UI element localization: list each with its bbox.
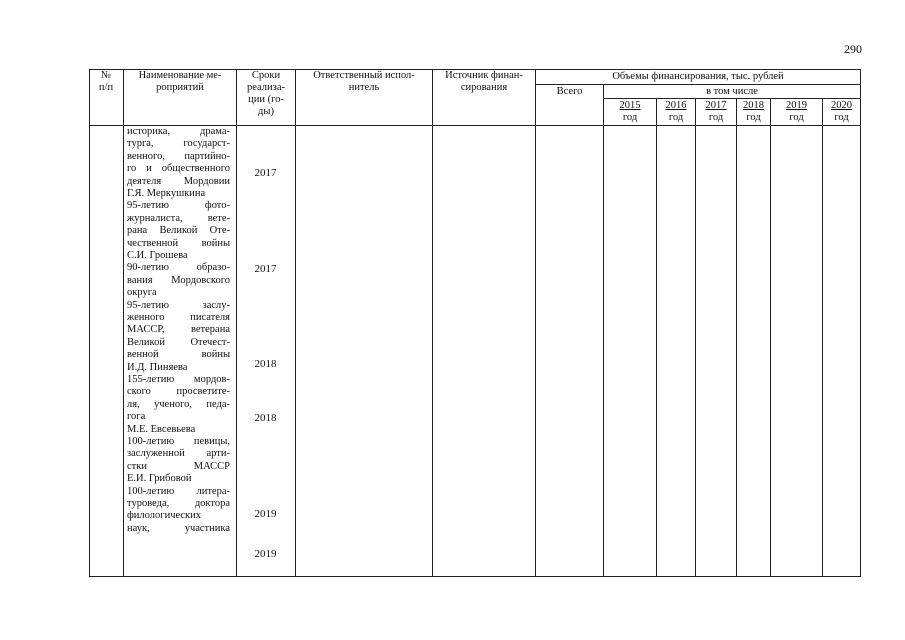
event-text-line: венного, партийно-	[127, 150, 230, 162]
event-text-line: ского просветите-	[127, 386, 230, 398]
year-value: 2020	[831, 100, 852, 111]
year-2020-header	[823, 100, 860, 124]
event-text-line: гога	[127, 411, 146, 423]
event-text-line: филологических	[127, 510, 202, 522]
event-text-line: журналиста, вете-	[127, 212, 230, 224]
event-text-line: 100-летию певицы,	[127, 436, 230, 447]
year-value: 2019	[786, 100, 807, 111]
header-source: Источник финан- сирования	[445, 70, 523, 93]
event-text-line: М.Е. Евсевьева	[127, 423, 196, 435]
header-volumes: Объемы финансирования, тыс. рублей	[612, 71, 784, 82]
year-2016-header	[657, 100, 695, 124]
column-divider	[603, 84, 604, 577]
column-divider	[822, 98, 823, 577]
event-text-line: округа	[127, 287, 157, 299]
column-divider	[89, 69, 90, 577]
event-text-line: женного писателя	[127, 312, 230, 323]
event-text-line: турга, государст-	[127, 138, 230, 150]
year-2015-header	[604, 100, 656, 124]
year-unit: год	[789, 112, 804, 123]
event-text-line: Г.Я. Меркушкина	[127, 188, 206, 199]
event-text-line: чественной войны	[127, 237, 230, 249]
column-divider	[295, 69, 296, 577]
term-value: 2017	[254, 263, 277, 275]
event-text-line: 90-летию образо-	[127, 262, 230, 274]
header-executor: Ответственный испол- нитель	[313, 70, 415, 93]
year-unit: год	[668, 112, 684, 123]
event-text-line: 95-летию фото-	[127, 200, 230, 212]
header-name: Наименование ме- роприятий	[138, 70, 222, 93]
event-text-line: С.И. Грошева	[127, 250, 188, 261]
year-2017-header	[696, 100, 736, 124]
term-value: 2017	[254, 167, 277, 179]
column-divider	[770, 98, 771, 577]
column-divider	[656, 98, 657, 577]
event-text-line: го и общественного	[127, 163, 230, 175]
event-text-line: стки МАССР	[127, 460, 230, 472]
year-2018-header	[737, 100, 770, 124]
year-unit: год	[708, 112, 724, 123]
year-2019-header	[771, 100, 822, 124]
event-text-line: деятеля Мордовии	[127, 175, 230, 187]
column-divider	[123, 69, 124, 577]
event-text-line: рана Великой Оте-	[127, 225, 230, 237]
event-text-line: Великой Отечест-	[127, 336, 230, 348]
event-text-line: вания Мордовского	[127, 274, 230, 286]
year-value: 2016	[665, 100, 687, 111]
column-divider	[860, 69, 861, 577]
event-text-line: 100-летию литера-	[127, 485, 230, 497]
event-text-line: заслуженной арти-	[127, 448, 230, 460]
event-text-line: туроведа, доктора	[127, 498, 230, 509]
column-divider	[236, 69, 237, 577]
table-bottom-border	[89, 576, 861, 577]
year-value: 2017	[705, 100, 727, 111]
event-text-line: историка, драма-	[127, 126, 230, 137]
year-unit: год	[622, 112, 638, 123]
header-terms: Сроки реализа- ции (го- ды)	[247, 70, 285, 117]
header-num: № п/п	[98, 70, 114, 93]
year-value: 2015	[619, 100, 641, 111]
event-text-line: 155-летию мордов-	[127, 374, 230, 385]
column-divider	[432, 69, 433, 577]
page-number: 290	[844, 42, 862, 56]
term-value: 2019	[254, 508, 277, 520]
column-divider	[695, 98, 696, 577]
event-text-line: МАССР, ветерана	[127, 324, 230, 336]
term-value: 2019	[254, 548, 277, 560]
year-unit: год	[746, 112, 761, 123]
volumes-header-rule	[535, 84, 861, 85]
header-total: Всего	[556, 86, 583, 97]
year-value: 2018	[743, 100, 764, 111]
event-text-line: Е.И. Грибовой	[127, 473, 192, 485]
term-value: 2018	[254, 412, 277, 424]
event-text-line: ля, ученого, педа-	[127, 398, 230, 410]
column-divider	[736, 98, 737, 577]
event-text-line: венной войны	[127, 349, 230, 361]
term-value: 2018	[254, 358, 277, 370]
event-text-line: И.Д. Пиняева	[127, 361, 188, 373]
header-including: в том числе	[706, 86, 758, 97]
column-divider	[535, 69, 536, 577]
event-text-line: 95-летию заслу-	[127, 299, 230, 311]
year-unit: год	[834, 112, 849, 123]
event-text-line: наук, участника	[127, 522, 230, 534]
